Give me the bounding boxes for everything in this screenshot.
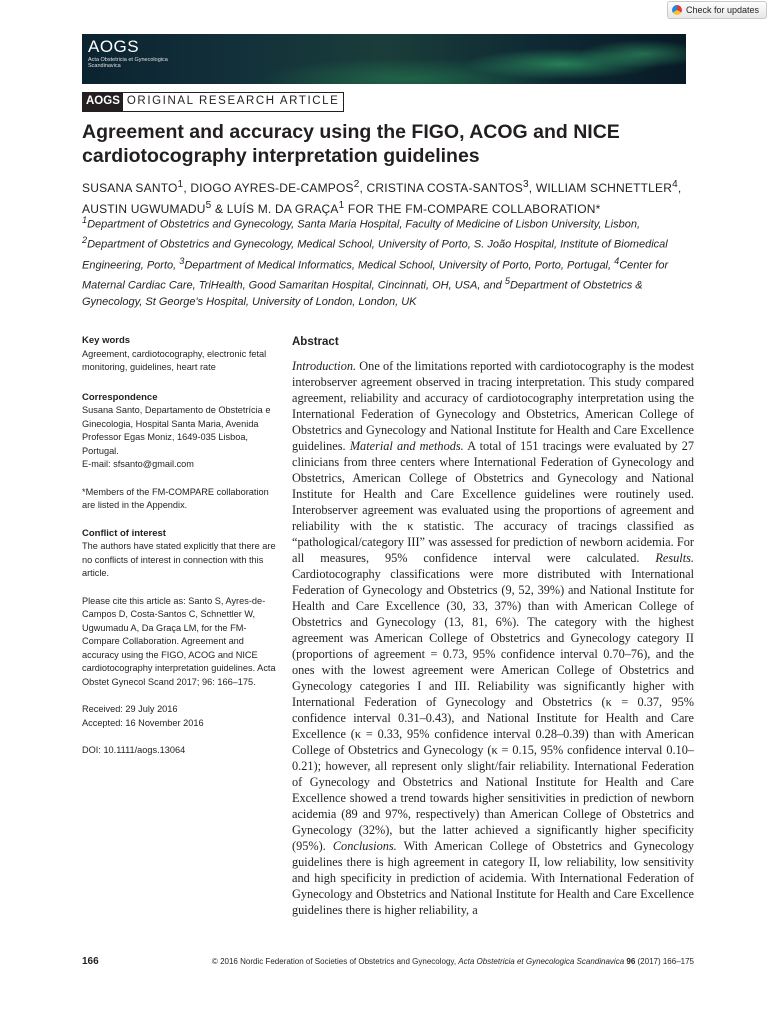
- conflict-text: The authors have stated explicitly that there are no conflicts of interest in connection with this article.: [82, 541, 276, 578]
- doi[interactable]: DOI: 10.1111/aogs.13064: [82, 745, 186, 755]
- journal-logo: [88, 37, 168, 69]
- conflict-heading: Conflict of interest: [82, 527, 166, 539]
- affiliations: $^1$Department of Obstetrics and Gynecology, Santa Maria Hospital, Faculty of Medicine of Lisbon University, Lisbon, $^2$Department of Obstetrics and Gynecology, Medical School, University of Porto, S. João Hospital, Institute of Biomedical Engineering, Porto, $^3$Department of Medical Informatics, Medical School, University of Porto, Porto, Portugal, $^4$Center for Maternal Cardiac Care, TriHealth, Good Samaritan Hospital, Cincinnati, OH, USA, and $^5$Department of Obstetrics & Gynecology, St George's Hospital, University of London, London, UK: [82, 215, 669, 308]
- journal-logo-text: AOGS: [88, 37, 140, 56]
- article-type-tag: AOGS: [83, 93, 123, 111]
- check-for-updates-button[interactable]: [667, 1, 767, 19]
- members-note: *Members of the FM-COMPARE collaboration are listed in the Appendix.: [82, 486, 269, 510]
- journal-logo-subtitle-2: Scandinavica: [88, 63, 121, 69]
- correspondence-heading: Correspondence: [82, 391, 158, 403]
- keywords-heading: Key words: [82, 335, 131, 346]
- keywords: Agreement, cardiotocography, electronic fetal monitoring, guidelines, heart rate: [82, 348, 267, 372]
- page-number: 166: [82, 956, 99, 967]
- citation-note: Please cite this article as: Santo S, Ayres-de-Campos D, Costa-Santos C, Schnettler W, Ugwumadu A, Da Graça LM, for the FM-Compare Collaboration. Agreement and accuracy using the FIGO, ACOG and NICE cardiotocography interpretation guidelines. Acta Obstet Gynecol Scand 2017; 96: 166–175.: [82, 595, 276, 687]
- check-for-updates-label: Check for updates: [686, 5, 760, 15]
- abstract-heading: Abstract: [292, 336, 339, 348]
- article-type-label: [82, 92, 344, 112]
- article-type-text: ORIGINAL RESEARCH ARTICLE: [126, 95, 340, 107]
- copyright-line: © 2016 Nordic Federation of Societies of Obstetrics and Gynecology, Acta Obstetricia et Gynecologica Scandinavica 96 (2017) 166–175: [211, 957, 694, 966]
- crossmark-icon: [672, 5, 682, 15]
- accepted-date: Accepted: 16 November 2016: [82, 717, 204, 728]
- journal-banner: [82, 34, 686, 84]
- correspondence-address: Susana Santo, Departamento de Obstetrícia e Ginecologia, Hospital Santa Maria, Avenida Professor Egas Moniz, 1649-035 Lisboa, Portugal.: [82, 405, 271, 456]
- abstract: [292, 334, 694, 918]
- journal-logo-subtitle-1: Acta Obstetricia et Gynecologica: [88, 57, 168, 63]
- abstract-text: Introduction. One of the limitations reported with cardiotocography is the modest interobserver agreement observed in tracing interpretation. This study compared agreement, reliability and accuracy of cardiotocography interpretation using the International Federation of Gynecology and Obstetrics, American College of Obstetrics and Gynecology and National Institute for Health and Care Excellence guidelines. Material and methods. A total of 151 tracings were evaluated by 27 clinicians from three centers where International Federation of Gynecology and Obstetrics, American College of Obstetrics and Gynecology and National Institute for Health and Care Excellence guidelines were routinely used. Interobserver agreement was evaluated using the proportions of agreement and reliability with the κ statistic. The accuracy of tracings classified as “pathological/category III” was assessed for prediction of newborn acidemia. For all measures, 95% confidence interval were calculated. Results. Cardiotocography classifications were more distributed with International Federation of Gynecology and Obstetrics (9, 52, 39%) and National Institute for Health and Care Excellence (30, 33, 37%) than with American College of Obstetrics and Gynecology (13, 81, 6%). The category with the highest agreement was American College of Obstetrics and Gynecology category II (proportions of agreement = 0.73, 95% confidence interval 0.70–76), and the ones with the lowest agreement were American College of Obstetrics and Gynecology categories I and III. Reliability was significantly higher with International Federation of Gynecology and Obstetrics (κ = 0.37, 95% confidence interval 0.31–0.43), and National Institute for Health and Care Excellence (κ = 0.33, 95% confidence interval 0.28–0.39) than with American College of Obstetrics and Gynecology (κ = 0.15, 95% confidence interval 0.10–0.21); however, all represent only slight/fair reliability. International Federation of Gynecology and Obstetrics and National Institute for Health and Care Excellence showed a trend towards higher sensitivities in prediction of newborn acidemia (89 and 97%, respectively) than American College of Obstetrics and Gynecology (32%), but the latter achieved a significantly higher specificity (95%). Conclusions. With American College of Obstetrics and Gynecology guidelines there is high agreement in category II, low reliability, low sensitivity and high specificity in prediction of acidemia. With International Federation of Gynecology and Obstetrics and National Institute for Health and Care Excellence guidelines there is higher reliability, a: [292, 359, 694, 917]
- article-title: Agreement and accuracy using the FIGO, ACOG and NICE cardiotocography interpretation guidelines: [82, 121, 620, 167]
- page-footer: [82, 956, 694, 967]
- correspondence-email[interactable]: E-mail: sfsanto@gmail.com: [82, 459, 194, 469]
- author-list: SUSANA SANTO$^1$, DIOGO AYRES-DE-CAMPOS$^2$, CRISTINA COSTA-SANTOS$^3$, WILLIAM SCHNETTLER$^4$, AUSTIN UGWUMADU$^5$ & LUÍS M. DA GRAÇA$^1$ FOR THE FM-COMPARE COLLABORATION*: [82, 179, 682, 216]
- article-sidebar: [82, 334, 282, 758]
- received-date: Received: 29 July 2016: [82, 704, 178, 714]
